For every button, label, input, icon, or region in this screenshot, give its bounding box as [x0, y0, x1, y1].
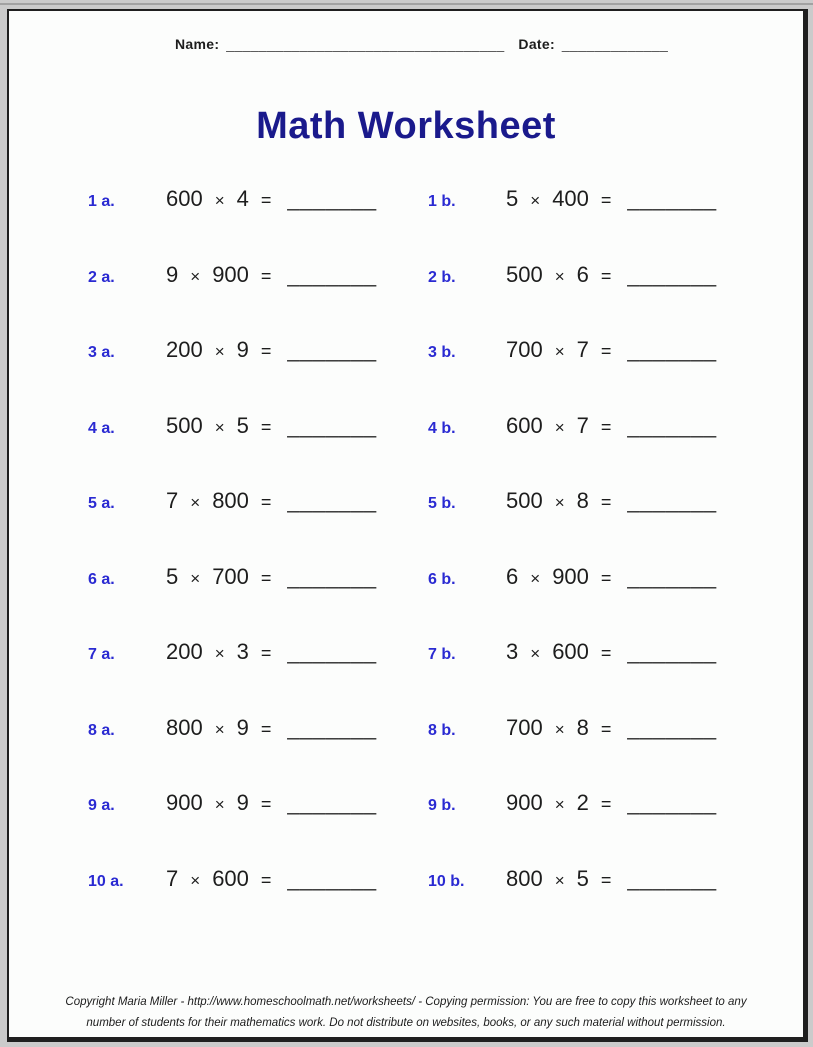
- problem: [88, 488, 428, 564]
- top-edge-line: [0, 3, 813, 5]
- answer-blank: _______: [627, 714, 717, 740]
- answer-blank: _______: [287, 563, 377, 589]
- worksheet-page: [7, 9, 808, 1042]
- problem: [88, 790, 428, 866]
- factor-2: 5: [576, 865, 589, 891]
- factor-1: 700: [506, 714, 543, 740]
- answer-blank: _______: [287, 261, 377, 287]
- problem-number-label: 2 a.: [88, 268, 115, 286]
- equals-sign: =: [600, 265, 612, 286]
- factor-1: 600: [166, 186, 203, 211]
- factor-1: 3: [506, 639, 519, 664]
- problem-number-label: 5 a.: [88, 495, 115, 512]
- answer-blank: _______: [627, 639, 717, 664]
- times-sign: ×: [190, 568, 201, 588]
- copyright-line-2: number of students for their mathematics work. Do not distribute on websites, books, or any such material without permission.: [86, 1017, 726, 1029]
- factor-1: 200: [166, 337, 203, 362]
- factor-2: 600: [552, 639, 589, 664]
- problem-number-label: 8 a.: [88, 721, 115, 739]
- equals-sign: =: [600, 643, 612, 663]
- times-sign: ×: [190, 266, 201, 286]
- problem: [88, 639, 428, 715]
- factor-1: 7: [166, 488, 179, 513]
- factor-2: 800: [212, 488, 249, 513]
- answer-blank: _______: [627, 563, 717, 589]
- problem: [428, 866, 793, 942]
- problem-number-label: 10 b.: [428, 872, 465, 890]
- problem: [88, 337, 428, 413]
- factor-2: 5: [236, 412, 249, 438]
- problem: [88, 715, 428, 791]
- problem: [428, 790, 793, 866]
- times-sign: ×: [554, 795, 565, 814]
- problem: [428, 186, 793, 262]
- problem-number-label: 6 a.: [88, 570, 115, 588]
- answer-blank: _______: [627, 412, 717, 438]
- problem-number-label: 1 b.: [428, 193, 456, 210]
- factor-2: 2: [576, 790, 589, 815]
- equals-sign: =: [260, 416, 272, 437]
- factor-1: 5: [506, 186, 519, 211]
- times-sign: ×: [214, 795, 225, 814]
- problem-number-label: 7 a.: [88, 646, 115, 663]
- equals-sign: =: [260, 265, 272, 286]
- equals-sign: =: [260, 492, 272, 512]
- times-sign: ×: [214, 342, 225, 361]
- factor-1: 800: [166, 714, 203, 740]
- factor-2: 700: [212, 563, 249, 589]
- answer-blank: _______: [627, 337, 717, 362]
- times-sign: ×: [554, 417, 565, 437]
- problem: [428, 337, 793, 413]
- copyright-line-1: Copyright Maria Miller - http://www.homeschoolmath.net/worksheets/ - Copying permission: You are free to copy this worksheet to any: [65, 996, 747, 1008]
- factor-2: 9: [236, 714, 249, 740]
- problem-number-label: 7 b.: [428, 646, 456, 663]
- factor-1: 900: [506, 790, 543, 815]
- times-sign: ×: [530, 644, 541, 663]
- answer-blank: _______: [287, 337, 377, 362]
- problem-number-label: 8 b.: [428, 721, 456, 739]
- times-sign: ×: [554, 342, 565, 361]
- factor-1: 700: [506, 337, 543, 362]
- date-blank-line: _____________: [561, 36, 669, 52]
- name-blank-line: __________________________________: [226, 36, 505, 52]
- factor-2: 8: [576, 714, 589, 740]
- equals-sign: =: [600, 794, 612, 814]
- answer-blank: _______: [627, 261, 717, 287]
- factor-2: 3: [236, 639, 249, 664]
- problem: [428, 639, 793, 715]
- name-date-header: [175, 36, 668, 52]
- equals-sign: =: [260, 869, 272, 890]
- problems-grid: [88, 186, 793, 941]
- answer-blank: _______: [287, 865, 377, 891]
- times-sign: ×: [554, 870, 565, 890]
- equals-sign: =: [600, 341, 612, 361]
- factor-2: 7: [576, 412, 589, 438]
- answer-blank: _______: [627, 790, 717, 815]
- equals-sign: =: [260, 567, 272, 588]
- factor-1: 900: [166, 790, 203, 815]
- equals-sign: =: [260, 794, 272, 814]
- factor-2: 7: [576, 337, 589, 362]
- equals-sign: =: [260, 643, 272, 663]
- factor-1: 6: [506, 563, 519, 589]
- problem-number-label: 3 b.: [428, 344, 456, 361]
- factor-2: 900: [552, 563, 589, 589]
- factor-2: 9: [236, 790, 249, 815]
- problem-number-label: 5 b.: [428, 495, 456, 512]
- times-sign: ×: [554, 719, 565, 739]
- factor-1: 9: [166, 261, 179, 287]
- problem-number-label: 2 b.: [428, 268, 456, 286]
- equals-sign: =: [600, 567, 612, 588]
- factor-1: 800: [506, 865, 543, 891]
- problem-number-label: 3 a.: [88, 344, 115, 361]
- problem: [428, 564, 793, 640]
- problem: [88, 413, 428, 489]
- times-sign: ×: [214, 191, 225, 210]
- answer-blank: _______: [627, 488, 717, 513]
- factor-2: 900: [212, 261, 249, 287]
- factor-1: 600: [506, 412, 543, 438]
- answer-blank: _______: [287, 790, 377, 815]
- equals-sign: =: [260, 190, 272, 210]
- times-sign: ×: [214, 417, 225, 437]
- equals-sign: =: [600, 869, 612, 890]
- answer-blank: _______: [287, 412, 377, 438]
- problem: [428, 262, 793, 338]
- problem-number-label: 9 b.: [428, 797, 456, 814]
- times-sign: ×: [530, 568, 541, 588]
- problem-number-label: 10 a.: [88, 872, 124, 890]
- answer-blank: _______: [627, 186, 717, 211]
- problem: [88, 186, 428, 262]
- times-sign: ×: [190, 870, 201, 890]
- equals-sign: =: [600, 416, 612, 437]
- factor-2: 8: [576, 488, 589, 513]
- answer-blank: _______: [287, 488, 377, 513]
- factor-1: 5: [166, 563, 179, 589]
- problem: [428, 488, 793, 564]
- problem-number-label: 4 b.: [428, 419, 456, 437]
- times-sign: ×: [530, 191, 541, 210]
- problem: [88, 262, 428, 338]
- factor-2: 9: [236, 337, 249, 362]
- name-label: Name:: [175, 36, 220, 52]
- factor-2: 6: [576, 261, 589, 287]
- factor-1: 500: [506, 488, 543, 513]
- equals-sign: =: [260, 718, 272, 739]
- equals-sign: =: [260, 341, 272, 361]
- problem: [428, 715, 793, 791]
- factor-2: 400: [552, 186, 589, 211]
- factor-1: 7: [166, 865, 179, 891]
- problem-number-label: 4 a.: [88, 419, 115, 437]
- factor-1: 200: [166, 639, 203, 664]
- factor-1: 500: [506, 261, 543, 287]
- times-sign: ×: [554, 266, 565, 286]
- equals-sign: =: [600, 718, 612, 739]
- worksheet-title: Math Worksheet: [256, 105, 556, 147]
- times-sign: ×: [214, 719, 225, 739]
- answer-blank: _______: [287, 714, 377, 740]
- problem-number-label: 9 a.: [88, 797, 115, 814]
- answer-blank: _______: [287, 639, 377, 664]
- factor-2: 600: [212, 865, 249, 891]
- times-sign: ×: [214, 644, 225, 663]
- answer-blank: _______: [287, 186, 377, 211]
- times-sign: ×: [190, 493, 201, 512]
- copyright-footer: [9, 992, 803, 1034]
- date-label: Date:: [518, 36, 555, 52]
- equals-sign: =: [600, 190, 612, 210]
- problem: [428, 413, 793, 489]
- factor-2: 4: [236, 186, 249, 211]
- factor-1: 500: [166, 412, 203, 438]
- problem-number-label: 6 b.: [428, 570, 456, 588]
- answer-blank: _______: [627, 865, 717, 891]
- problem-number-label: 1 a.: [88, 193, 115, 210]
- problem: [88, 564, 428, 640]
- problem: [88, 866, 428, 942]
- equals-sign: =: [600, 492, 612, 512]
- times-sign: ×: [554, 493, 565, 512]
